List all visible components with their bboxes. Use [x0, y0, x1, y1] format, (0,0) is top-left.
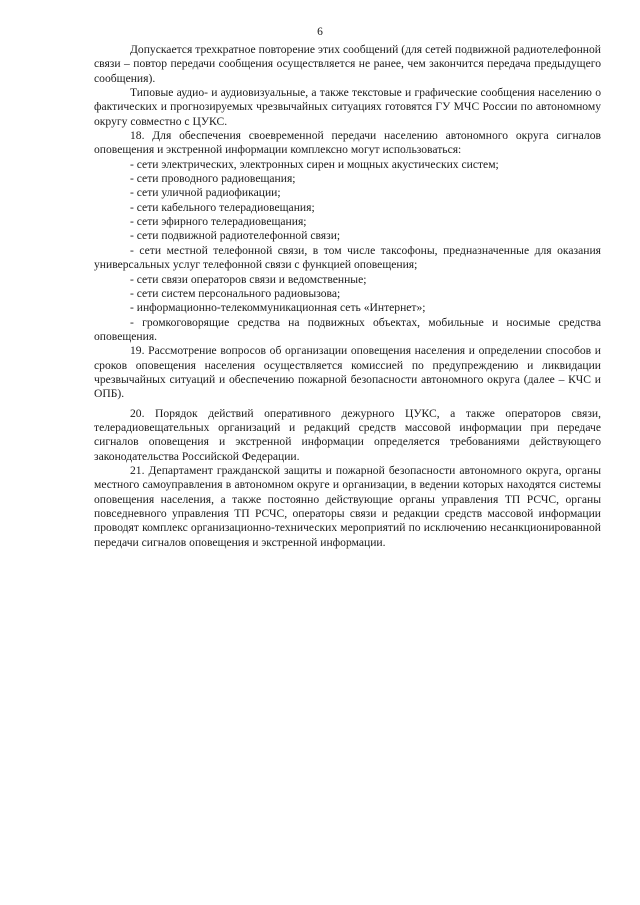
list-item: - сети связи операторов связи и ведомственные;: [130, 272, 367, 286]
list-item: - сети местной телефонной связи, в том числе таксофоны, предназначенные для оказания универсальных услуг телефонной связи с функцией оповещения;: [94, 243, 601, 272]
paragraph-20: 20. Порядок действий оперативного дежурного ЦУКС, а также операторов связи, телерадиовещательных организаций и редакций средств массовой информации при передаче сигналов оповещения и экстренной информации определяется требованиями действующего законодательства Российской Федерации.: [94, 406, 601, 463]
paragraph-repeat: Допускается трехкратное повторение этих сообщений (для сетей подвижной радиотелефонной связи – повтор передачи сообщения осуществляется не ранее, чем закончится передача предыдущего сообщения).: [94, 43, 601, 85]
paragraph-18: 18. Для обеспечения своевременной передачи населению автономного округа сигналов оповещения и экстренной информации комплексно могут использоваться:: [94, 129, 601, 157]
paragraph-typical-messages: Типовые аудио- и аудиовизуальные, а также текстовые и графические сообщения населению о фактических и прогнозируемых чрезвычайных ситуациях готовятся ГУ МЧС России по автономному округу совместно с ЦУКС.: [94, 86, 601, 128]
list-item: - сети уличной радиофикации;: [130, 186, 281, 200]
list-item: - сети электрических, электронных сирен и мощных акустических систем;: [130, 157, 499, 171]
list-item: - информационно-телекоммуникационная сеть «Интернет»;: [130, 301, 426, 315]
list-item: - сети кабельного телерадиовещания;: [130, 200, 315, 214]
document-body: [94, 43, 601, 550]
list-item: - громкоговорящие средства на подвижных объектах, мобильные и носимые средства оповещения.: [94, 315, 601, 343]
list-item: - сети проводного радиовещания;: [130, 172, 296, 186]
paragraph-19: 19. Рассмотрение вопросов об организации оповещения населения и определении способов и сроков оповещения населения осуществляется комиссией по предупреждению и ликвидации чрезвычайных ситуаций и обеспечению пожарной безопасности автономного округа (далее – КЧС и ОПБ).: [94, 344, 601, 401]
page-number: 6: [317, 26, 323, 38]
notification-networks-list: [94, 158, 601, 344]
list-item: - сети подвижной радиотелефонной связи;: [130, 229, 341, 243]
paragraph-21: 21. Департамент гражданской защиты и пожарной безопасности автономного округа, органы местного самоуправления в автономном округе и организации, в ведении которых находятся системы оповещения населения, а также постоянно действующие органы управления ТП РСЧС, органы повседневного управления ТП РСЧС, операторы связи и редакции средств массовой информации проводят комплекс организационно-технических мероприятий по исключению несанкционированной передачи сигналов оповещения и экстренной информации.: [94, 463, 601, 549]
list-item: - сети эфирного телерадиовещания;: [130, 215, 307, 229]
list-item: - сети систем персонального радиовызова;: [130, 286, 341, 300]
